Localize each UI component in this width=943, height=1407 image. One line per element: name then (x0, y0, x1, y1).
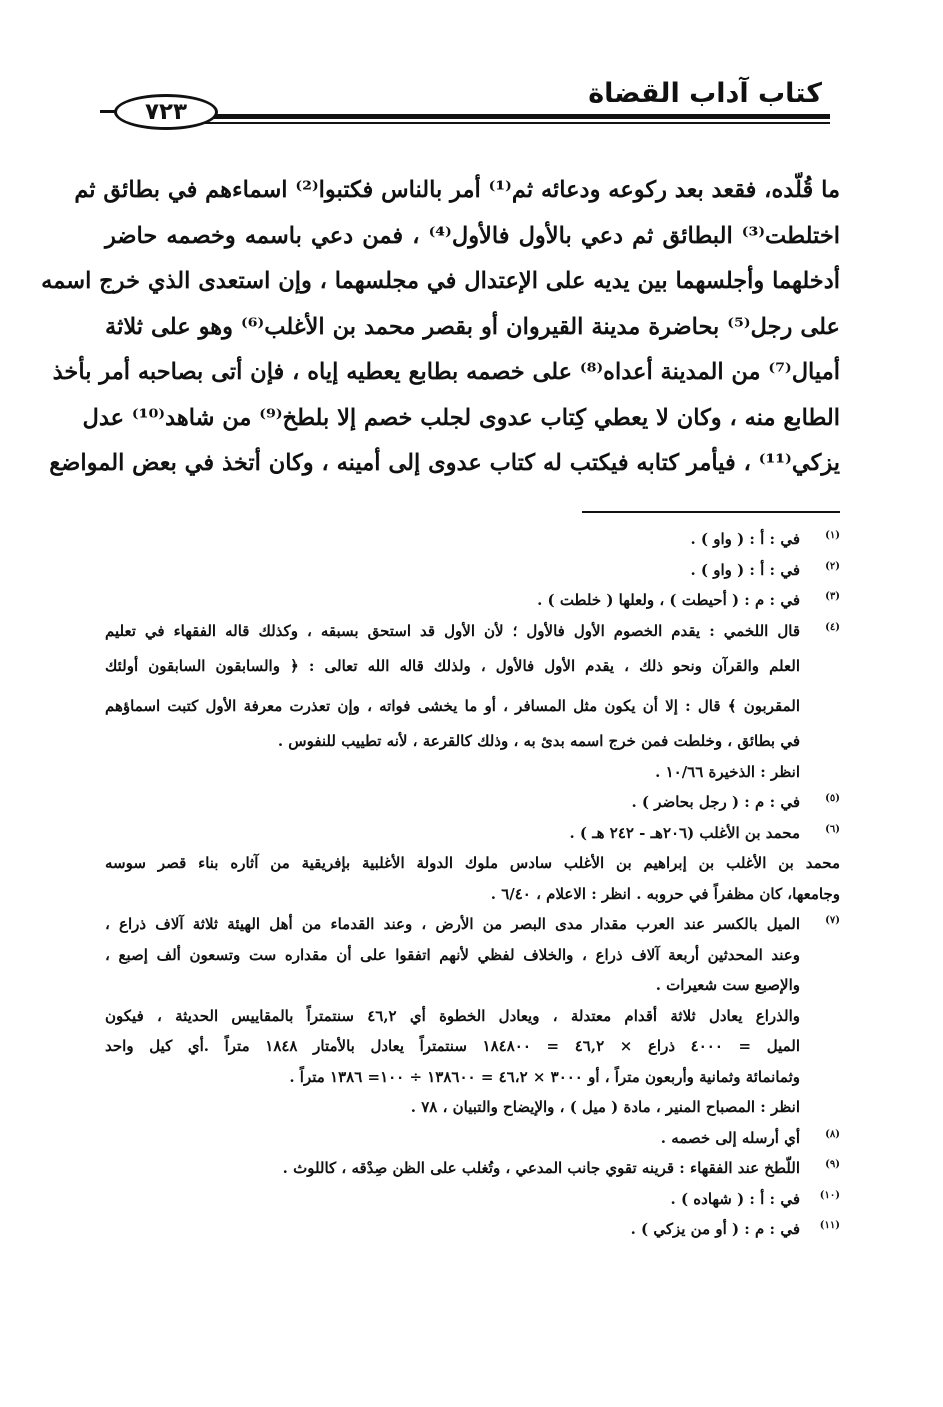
footnote-text: الميل بالكسر عند العرب مقدار مدى البصر من الأرض ، وعند القدماء من أهل الهيئة ثلاثة آلاف ذراع ، (105, 915, 800, 933)
footnote-text: وعند المحدثين أربعة آلاف ذراع ، والخلاف لفظي لأنهم اتفقوا على أن مقداره ست وتسعون ألف إصبع ، (105, 945, 800, 964)
footnote (105, 616, 840, 788)
footnote-text: في بطائق ، وخلطت فمن خرج اسمه بدئ به ، وذلك كالقرعة ، لأنه تطييب للنفوس . (277, 732, 800, 750)
footnote-number: (٢) (825, 560, 840, 572)
footnote-text: العلم والقرآن ونحو ذلك ، يقدم الأول فالأول ، ولذلك قاله الله تعالى : ﴿ والسابقون السابقون أولئك (105, 657, 800, 675)
footnote (105, 787, 840, 818)
footnote-text: في : م : ( رجل بحاضر ) . (631, 793, 800, 811)
footnote (105, 1153, 840, 1184)
footnote-number: (٧) (825, 915, 840, 926)
footnote (105, 909, 840, 1123)
footnote-text: الميل = ٤٠٠٠ ذراع × ٤٦,٢ = ١٨٤٨٠٠ سنتمتراً يعادل بالأمتار ١٨٤٨ متراً .أي كيل واحد (105, 1037, 801, 1055)
footnote-text: وثمانمائة وثمانية وأربعون متراً ، أو ٣٠٠٠ × ٤٦،٢ = ١٣٨٦٠٠ ÷ ١٠٠= ١٣٨٦ متراً . (289, 1067, 800, 1086)
page-number: ٧٢٣ (114, 94, 218, 130)
footnote-text: قال اللخمي : يقدم الخصوم الأول فالأول ؛ لأن الأول قد استحق بسبقه ، وكذلك قاله الفقهاء في تعليم (105, 621, 800, 640)
main-text (41, 168, 841, 487)
main-text-line: يزكي⁽¹¹⁾ ، فيأمر كتابه فيكتب له كتاب عدوى إلى أمينه ، وكان أتخذ في بعض المواضع (49, 450, 840, 476)
footnote-number: (٣) (825, 591, 840, 602)
footnote-number: (٦) (825, 823, 840, 835)
footnote (105, 818, 840, 910)
footnote-number: (١) (825, 530, 840, 541)
footnote-text: والإصبع ست شعيرات . (655, 976, 800, 994)
footnote-number: (٤) (825, 621, 840, 633)
footnote-text: انظر : الذخيرة ١٠/٦٦ . (655, 762, 800, 781)
footnote (105, 1184, 840, 1215)
header-rule-thin (180, 122, 830, 124)
footnote-text: محمد بن الأغلب (٢٠٦هـ - ٢٤٢ هـ ) . (569, 823, 800, 842)
footnote-text: في : م : ( أو من يزكي ) . (630, 1220, 800, 1238)
main-text-line: على رجل⁽⁵⁾ بحاضرة مدينة القيروان أو بقصر محمد بن الأغلب⁽⁶⁾ وهو على ثلاثة (105, 313, 840, 340)
footnote (105, 524, 840, 555)
header-rule (192, 114, 830, 119)
main-text-line: أميال⁽⁷⁾ من المدينة أعداه⁽⁸⁾ على خصمه بطابع يعطيه إياه ، فإن أتى بصاحبه أمر بأخذ (52, 359, 840, 385)
footnote-text: محمد بن الأغلب بن إبراهيم بن الأغلب سادس ملوك الدولة الأغلبية بإفريقية من آثاره بناء قصر سوسه (105, 854, 840, 872)
footnote (105, 1123, 840, 1154)
running-header (100, 78, 830, 134)
footnote-number: (١٠) (819, 1189, 840, 1201)
footnote-text: والذراع يعادل ثلاثة أقدام معتدلة ، ويعادل الخطوة أي ٤٦,٢ سنتمتراً بالمقاييس الحديثة ، فيكون (105, 1006, 801, 1025)
footnote (105, 1214, 840, 1245)
footnote (105, 585, 840, 616)
footnote-separator (582, 511, 840, 513)
main-text-line: أدخلهما وأجلسهما بين يديه على الإعتدال في مجلسهما ، وإن استعدى الذي خرج اسمه (41, 268, 840, 294)
main-text-line: ما قُلّده، فقعد بعد ركوعه ودعائه ثم⁽¹⁾ أمر بالناس فكتبوا⁽²⁾ اسماءهم في بطائق ثم (74, 177, 840, 203)
footnote-text: اللّطخ عند الفقهاء : قرينه تقوي جانب المدعي ، وتُغلب على الظن صِدْقه ، كاللوث . (282, 1159, 800, 1177)
book-title: كتاب آداب القضاة (588, 78, 822, 109)
footnote-text: في : أ : ( شهاده ) . (670, 1189, 800, 1208)
footnote (105, 555, 840, 586)
footnote-text: وجامعها، كان مظفراً في حروبه . انظر : الاعلام ، ٦/٤٠ . (490, 884, 840, 903)
footnote-number: (١١) (819, 1220, 840, 1231)
footnote-text: أي أرسله إلى خصمه . (660, 1128, 800, 1147)
main-text-line: الطابع منه ، وكان لا يعطي كِتاب عدوى لجلب خصم إلا بلطخ⁽⁹⁾ من شاهد⁽¹⁰⁾ عدل (82, 404, 840, 431)
footnote-text: المقربون ﴾ قال : إلا أن يكون مثل المسافر ، أو ما يخشى فواته ، وإن تعذرت معرفة الأول كتبت اسماؤهم (105, 697, 800, 715)
footnote-text: في : أ : ( واو ) . (690, 560, 800, 579)
footnote-number: (٩) (825, 1159, 840, 1170)
footnote-number: (٨) (825, 1128, 840, 1140)
main-text-line: اختلطت⁽³⁾ البطائق ثم دعي بالأول فالأول⁽⁴⁾ ، فمن دعي باسمه وخصمه حاضر (105, 222, 841, 249)
footnote-text: في : أ : ( واو ) . (690, 530, 800, 548)
footnote-text: انظر : المصباح المنير ، مادة ( ميل ) ، والإيضاح والتبيان ، ٧٨ . (410, 1098, 800, 1116)
footnote-text: في : م : ( أحيطت ) ، ولعلها ( خلطت ) . (537, 591, 800, 609)
footnotes (105, 524, 840, 1245)
footnote-number: (٥) (825, 793, 840, 804)
